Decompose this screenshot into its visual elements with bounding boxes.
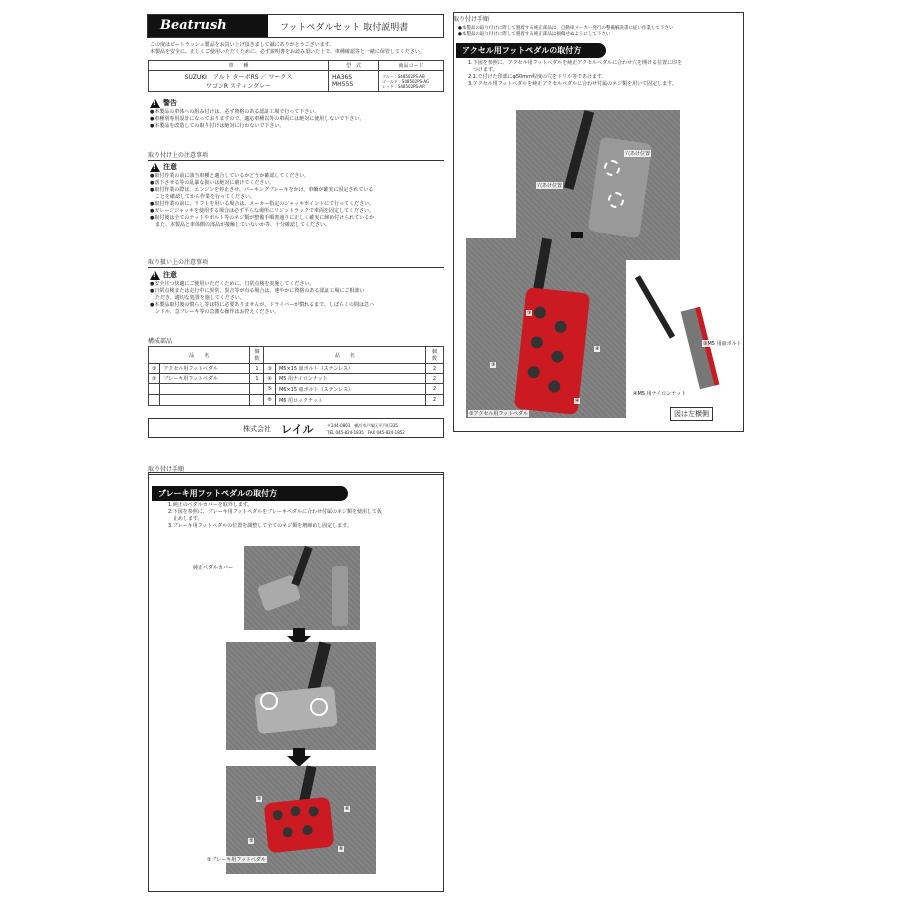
model-1: HA36S [332,74,353,81]
accel-notes [458,26,738,38]
hole-marker [608,192,624,208]
bolt-callout: ③M5 用皿ボルト [703,341,742,347]
brake-bar: ブレーキ用フットペダルの取付方 [152,486,348,501]
parts-header-qty: 個 数 [250,347,264,364]
warning-label: 警告 [163,99,177,107]
install-note: ことを確認してから作業を行ってください。 [150,194,256,200]
install-note: ●ガレージジャッキを使用する場合は必ず平らな場所にリジットラックで車両を固定してください。 [150,208,374,214]
vehicle-header: 車 種 [149,61,329,71]
brake-pedal-callout: ②ブレーキ用フットペダル [207,857,266,863]
parts-cell: M5×15 皿ボルト（ステンレス） [275,364,425,374]
accel-step: 2.1.で付けた印部にφ50mm程度の穴をドリル等であけます。 [468,74,607,80]
parts-cell: ⑤ [264,384,275,395]
table-row [149,384,444,395]
brake-step: 止めします。 [168,516,203,522]
parts-cell: ブレーキ用フットペダル [160,374,250,384]
intro-line-2: 本製品を安全に、正しくご使用いただくために、必ず説明書をお読み頂いた上で、車種確認等と一緒に保管してください。 [150,49,425,55]
cover-callout: 純正ペダルカバー [193,565,234,571]
parts-header-name: 品 名 [149,347,250,364]
accel-side-view [632,262,740,422]
part-num: ④ [595,346,600,352]
vehicle-name-1: SUZUKI アルト ターボRS ／ ワークス [184,74,293,81]
warning-top-block [150,98,446,130]
caution-icon: ! [150,163,160,172]
part-num: ⑤ [249,838,254,844]
model-header: 型 式 [329,61,379,71]
accel-pedal-callout: ①アクセル用フットペダル [469,411,528,417]
brake-step: 2.下図を参照に、ブレーキ用フットペダルをブレーキペダルに合わせ付属のネジ類を使用して仮 [168,509,383,515]
handling-notes-title: 取り扱い上の注意事項 [148,257,444,268]
parts-cell: ① [149,364,160,374]
caution-heading-2 [150,270,446,280]
warning-item: ●車種別専用設計になっておりますので、適応車種以外の車両には絶対に使用しないで下さい。 [150,116,365,122]
parts-header-name-2: 品 名 [264,347,426,364]
model-2: MH55S [332,81,354,88]
red-brake-pedal [264,797,335,854]
vehicle-cell [149,71,329,92]
pedal-arm [564,110,594,190]
parts-cell: アクセル用フットペダル [160,364,250,374]
code-cell [379,71,444,92]
table-row [149,374,444,384]
nut-callout: ④M5 用ナイロンナット [633,391,687,397]
parts-cell: M6×15 皿ボルト（ステンレス） [275,384,425,395]
caution-heading [150,162,446,172]
parts-cell [149,384,160,395]
pedal-arm [291,546,312,586]
code-blue: ブルー : S48502PS-AB [382,73,425,79]
stock-accel-pedal [332,566,348,626]
header-bar [147,14,444,38]
hole-marker [260,692,278,710]
accel-steps [468,60,738,88]
vehicle-table [148,60,444,92]
hole-callout-1: 穴あけ位置 [625,151,651,157]
warning-heading [150,98,446,108]
brake-photo-uncovered [226,642,376,750]
warning-icon: ! [150,99,160,108]
parts-cell: 2 [426,374,444,384]
brake-photo-original [244,546,360,630]
install-note: ●取付作業の前に該当車種と適合しているかどうか確認してください。 [150,173,310,179]
intro-line-1: この度はビートラッシュ製品をお買い上げ頂きまして誠にありがとうございます。 [150,42,335,48]
parts-cell [149,395,160,406]
parts-cell: ⑥ [264,395,275,406]
parts-cell [250,384,264,395]
handling-note: ●本製品取付後の慣らし等は特に必要ありませんが、ドライバーが慣れるまで、しばらくの間は急ハ [150,302,375,308]
parts-cell [250,395,264,406]
parts-cell [160,384,250,395]
parts-cell: M5 用ナイロンナット [275,374,425,384]
warning-item: ●本製品を改造しての取り付けは絶対に行わないで下さい。 [150,123,285,129]
document-title: フットペダルセット 取付説明書 [280,23,409,33]
code-gold: ゴールド : S48502PS-AG [382,78,430,84]
hole-marker [310,698,328,716]
install-note: ●取付作業の前に、リフトを用いる場合は、メーカー指定のジャッキポイントにて行ってください。 [150,201,375,207]
handling-note: ●安全且つ快適にご使用いただくために、日常点検を実施してください。 [150,281,315,287]
code-header: 商品コード [379,61,444,71]
parts-cell: ② [149,374,160,384]
caution-icon: ! [150,271,160,280]
brake-step: 3.ブレーキ用フットペダルの位置を調整して全てのネジ類を増締めし固定します。 [168,523,352,529]
parts-cell: M6 用ロックナット [275,395,425,406]
code-red: レッド : S48502PS-AR [382,83,425,89]
parts-cell: 2 [426,384,444,395]
brand-logo: Beatrush [148,15,268,37]
parts-cell: 1 [250,364,264,374]
install-note: ●取付後は全てのナットやボルト等のネジ類が整備手順書通りに正しく確実に締め付けられているか [150,215,375,221]
accel-step: 3.アクセル用フットペダルを純正アクセルペダルに合わせ付属のネジ類を用いて固定します。 [468,81,677,87]
parts-cell: 1 [250,374,264,384]
hole-callout-2: 穴あけ位置 [537,183,563,189]
part-num: ⑥ [339,846,344,852]
brake-steps [168,502,438,530]
handling-notes-block [150,270,446,316]
brake-section-title: 取り付け手順 [148,464,444,475]
side-arm [635,275,675,339]
brake-step: 1.純正のペダルカバーを取外します。 [168,502,253,508]
caution-label: 注意 [163,163,177,171]
install-notes-title: 取り付け上の注意事項 [148,150,444,161]
install-note: ●取付作業の際は、エンジンを停止させ、パーキングブレーキをかけ、車輌が確実に固定されている [150,187,374,193]
parts-cell: 2 [426,364,444,374]
part-num: ⑤ [257,796,262,802]
company-prefix: 株式会社 [243,425,271,433]
accel-note: ●本製品の取り付けに際して脱着する純正部品は、自動車メーカー発行の整備解説書に従い作業して下さい [458,26,674,31]
parts-table [148,346,444,406]
accel-photo-installed [466,238,626,418]
company-footer [148,418,444,438]
install-note: また、本製品と車体側の部品が接触していないか等、十分確認してください。 [150,222,331,228]
parts-cell: 2 [426,395,444,406]
parts-cell [160,395,250,406]
part-num: ⑥ [345,806,350,812]
red-accel-pedal [514,287,590,415]
model-cell [329,71,379,92]
accel-step: 1.下図を参照に、アクセル用フットペダルを純正アクセルペダルに合わせ穴を開ける位置に印を [468,60,683,66]
handling-note: ンドル、急ブレーキ等の急激な操作はお控えください。 [150,309,280,315]
brake-photo-installed [207,766,376,874]
part-num: ④ [575,398,580,404]
table-row [149,395,444,406]
company-name: レイル [281,423,314,436]
parts-header-qty-2: 個 数 [426,347,444,364]
parts-cell: ③ [264,364,275,374]
caution-label: 注意 [163,271,177,279]
intro-text [150,42,446,56]
accel-bar: アクセル用フットペダルの取付方 [456,43,606,58]
install-notes-block [150,162,446,229]
part-num: ③ [491,362,496,368]
hole-marker [604,160,620,176]
parts-cell: ④ [264,374,275,384]
handling-note: ●日常点検または走行中に異常、異音等が有る場合は、速やかに資格のある認証工場にご相談い [150,288,365,294]
install-note: ●落下させる等の乱暴な扱いは絶対に避けてください。 [150,180,275,186]
accel-note: ●本製品の取り付けに際して脱着する純正部品は損傷せぬようにして下さい [458,32,611,37]
accel-section-title: 取り付け手順 [453,16,490,23]
side-label: 図は左横側 [670,407,713,421]
warning-item: ●本製品の車体への組み付けは、必ず資格のある認証工場で行って下さい。 [150,109,320,115]
side-pedal [681,307,720,389]
accel-step: つけます。 [468,67,498,73]
table-row [149,364,444,374]
part-num: ③ [527,310,532,316]
company-tel: TEL 045-824-1835 FAX 045-824-1852 [327,430,405,435]
company-address: 〒244-0803 横浜市戸塚区平戸町335 [327,423,398,428]
handling-note: ただき、適切な処置を施してください。 [150,295,245,301]
parts-title: 構成部品 [148,336,444,347]
vehicle-name-2: ワゴンR スティングレー [205,83,272,90]
